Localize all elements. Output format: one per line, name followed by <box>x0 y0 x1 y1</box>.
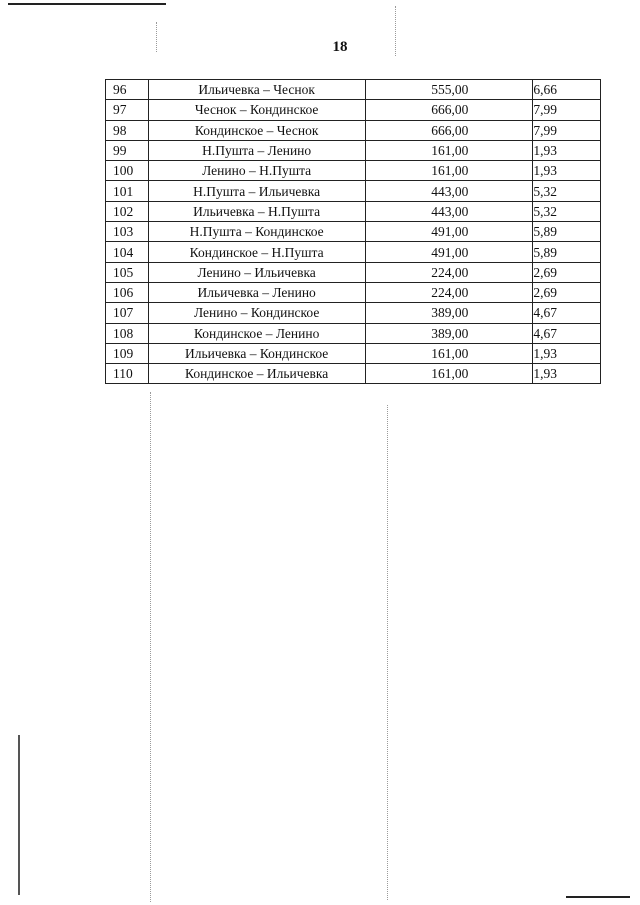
rate-cell: 5,89 <box>533 222 601 242</box>
table-row <box>106 262 601 282</box>
route-cell: Н.Пушта – Ленино <box>148 140 365 160</box>
table-row <box>106 100 601 120</box>
table-row <box>106 282 601 302</box>
rate-cell: 5,32 <box>533 201 601 221</box>
distance-cell: 161,00 <box>365 161 533 181</box>
row-number-cell: 106 <box>106 282 149 302</box>
scan-edge-bottom-right <box>566 896 630 898</box>
table-row <box>106 201 601 221</box>
distance-cell: 491,00 <box>365 242 533 262</box>
route-cell: Кондинское – Ленино <box>148 323 365 343</box>
row-number-cell: 99 <box>106 140 149 160</box>
routes-table <box>105 79 601 384</box>
rate-cell: 1,93 <box>533 140 601 160</box>
row-number-cell: 110 <box>106 364 149 384</box>
table-row <box>106 120 601 140</box>
route-cell: Ленино – Н.Пушта <box>148 161 365 181</box>
distance-cell: 224,00 <box>365 282 533 302</box>
route-cell: Кондинское – Ильичевка <box>148 364 365 384</box>
page-number: 18 <box>332 39 348 55</box>
rate-cell: 1,93 <box>533 161 601 181</box>
route-cell: Ильичевка – Кондинское <box>148 343 365 363</box>
distance-cell: 161,00 <box>365 140 533 160</box>
route-cell: Кондинское – Чеснок <box>148 120 365 140</box>
distance-cell: 555,00 <box>365 80 533 100</box>
table-row <box>106 343 601 363</box>
routes-table-body <box>106 80 601 384</box>
distance-cell: 666,00 <box>365 120 533 140</box>
row-number-cell: 109 <box>106 343 149 363</box>
distance-cell: 389,00 <box>365 303 533 323</box>
row-number-cell: 97 <box>106 100 149 120</box>
rate-cell: 4,67 <box>533 303 601 323</box>
row-number-cell: 98 <box>106 120 149 140</box>
route-cell: Ильичевка – Чеснок <box>148 80 365 100</box>
row-number-cell: 105 <box>106 262 149 282</box>
rate-cell: 7,99 <box>533 100 601 120</box>
row-number-cell: 103 <box>106 222 149 242</box>
table-row <box>106 161 601 181</box>
rate-cell: 2,69 <box>533 282 601 302</box>
rate-cell: 1,93 <box>533 364 601 384</box>
distance-cell: 161,00 <box>365 343 533 363</box>
table-row <box>106 80 601 100</box>
route-cell: Ленино – Кондинское <box>148 303 365 323</box>
scan-edge-top-left <box>8 3 166 5</box>
row-number-cell: 108 <box>106 323 149 343</box>
scan-edge-left <box>18 735 20 895</box>
scan-mark-lower-center <box>387 405 388 900</box>
row-number-cell: 101 <box>106 181 149 201</box>
route-cell: Н.Пушта – Ильичевка <box>148 181 365 201</box>
rate-cell: 6,66 <box>533 80 601 100</box>
table-row <box>106 140 601 160</box>
row-number-cell: 102 <box>106 201 149 221</box>
rate-cell: 7,99 <box>533 120 601 140</box>
row-number-cell: 100 <box>106 161 149 181</box>
table-row <box>106 323 601 343</box>
table-row <box>106 181 601 201</box>
route-cell: Ленино – Ильичевка <box>148 262 365 282</box>
route-cell: Ильичевка – Н.Пушта <box>148 201 365 221</box>
distance-cell: 389,00 <box>365 323 533 343</box>
rate-cell: 1,93 <box>533 343 601 363</box>
distance-cell: 666,00 <box>365 100 533 120</box>
rate-cell: 5,32 <box>533 181 601 201</box>
route-cell: Н.Пушта – Кондинское <box>148 222 365 242</box>
table-row <box>106 303 601 323</box>
row-number-cell: 96 <box>106 80 149 100</box>
rate-cell: 2,69 <box>533 262 601 282</box>
distance-cell: 224,00 <box>365 262 533 282</box>
distance-cell: 161,00 <box>365 364 533 384</box>
route-cell: Чеснок – Кондинское <box>148 100 365 120</box>
distance-cell: 443,00 <box>365 181 533 201</box>
route-cell: Ильичевка – Ленино <box>148 282 365 302</box>
distance-cell: 491,00 <box>365 222 533 242</box>
rate-cell: 4,67 <box>533 323 601 343</box>
route-cell: Кондинское – Н.Пушта <box>148 242 365 262</box>
row-number-cell: 107 <box>106 303 149 323</box>
row-number-cell: 104 <box>106 242 149 262</box>
table-row <box>106 364 601 384</box>
table-row <box>106 222 601 242</box>
table-row <box>106 242 601 262</box>
distance-cell: 443,00 <box>365 201 533 221</box>
scan-mark-lower-left <box>150 392 151 902</box>
rate-cell: 5,89 <box>533 242 601 262</box>
